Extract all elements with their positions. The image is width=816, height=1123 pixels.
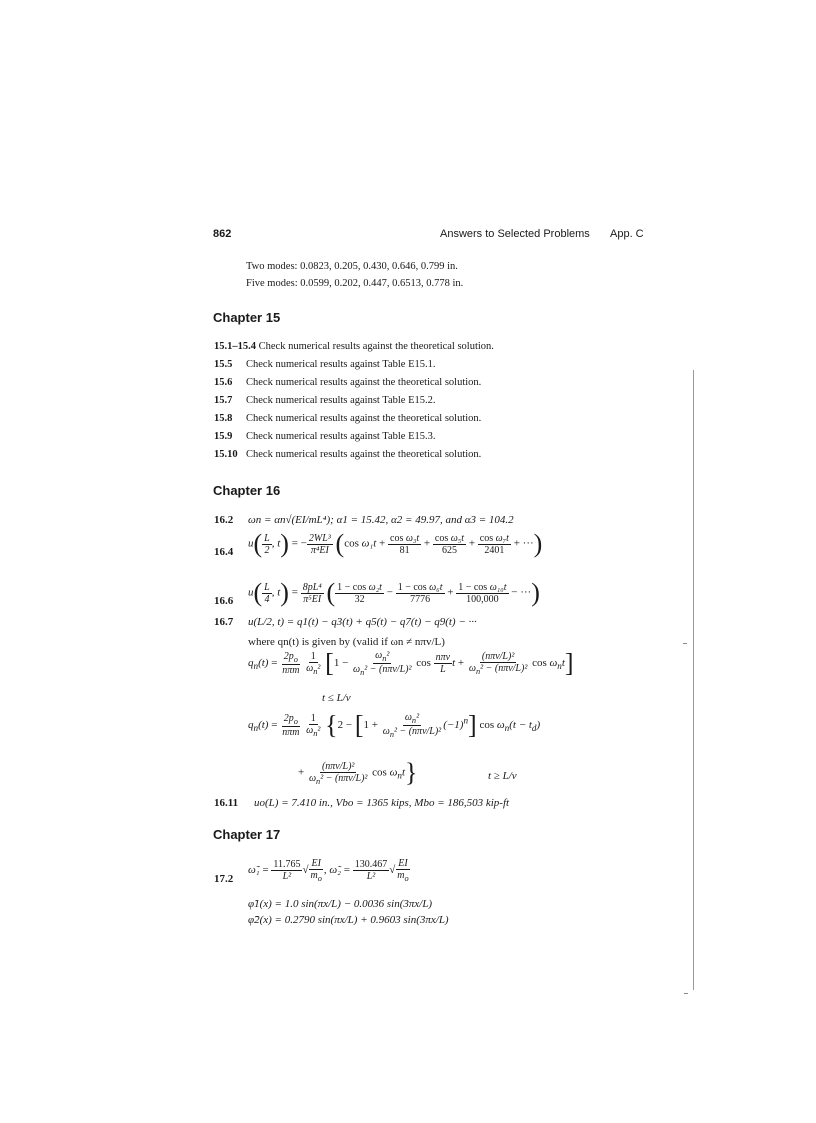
chapter-17-heading: Chapter 17 <box>213 827 281 842</box>
appendix-label: App. C <box>610 228 644 240</box>
answer-row <box>214 395 435 406</box>
problem-number: 16.4 <box>214 546 234 558</box>
five-modes-line: Five modes: 0.0599, 0.202, 0.447, 0.6513, 0.778 in. <box>246 278 464 289</box>
condition-after: t ≥ L/v <box>488 770 517 782</box>
chapter-15-heading: Chapter 15 <box>213 310 281 325</box>
answer-number: 15.10 <box>214 449 238 460</box>
equation-16-7: u(L/2, t) = q1(t) − q3(t) + q5(t) − q7(t) − q9(t) − ··· <box>248 616 477 628</box>
answer-text: Check numerical results against the theoretical solution. <box>246 377 482 388</box>
chapter-16-heading: Chapter 16 <box>213 483 281 498</box>
equation-17-2: ω̃₁ = $\frac{11.765}{\text{L²}}$ √ $\frac{EI}{m_o}$ , ω̃₂ = $\frac{130.467}{\text{L²}}$ √ $\frac{EI}{m_o}$ <box>248 858 409 883</box>
answer-row <box>214 449 481 460</box>
equation-qn-second: $q_n(t)$ = $\frac{2p_o}{\text{nπm}}$ $\frac{1}{\omega_n^2}$ {2 − [1 + $\frac{\omega_n^2}{\omega_n^2 - (n\pi v/L)^2}$ $(-1)^n$] $\cos \omega_n(t - t_d)$ <box>248 710 541 740</box>
answer-text: Check numerical results against Table E15.1. <box>246 359 436 370</box>
answer-number: 15.6 <box>214 377 233 388</box>
answer-number: 15.9 <box>214 431 233 442</box>
answer-number: 15.7 <box>214 395 233 406</box>
mode-shape-2: φ̃2(x) = 0.2790 sin(πx/L) + 0.9603 sin(3πx/L) <box>248 914 449 926</box>
answer-row <box>214 359 435 370</box>
margin-rule <box>693 370 694 990</box>
answer-row <box>214 413 481 424</box>
answer-text: Check numerical results against Table E15.3. <box>246 431 436 442</box>
equation-qn-continued: + $\frac{\text{(nπv/L)²}}{\omega_n^2 - (n\pi v/L)^2}$ $\cos \omega_nt$} <box>298 758 418 787</box>
answer-row <box>214 431 435 442</box>
answer-number: 15.1–15.4 <box>214 341 256 352</box>
problem-number: 16.11 <box>214 797 239 809</box>
answer-text: Check numerical results against the theoretical solution. <box>246 449 482 460</box>
answer-number: 15.5 <box>214 359 233 370</box>
scan-mark <box>683 643 687 644</box>
problem-number: 17.2 <box>214 873 234 885</box>
answer-text: Check numerical results against Table E15.2. <box>246 395 436 406</box>
equation-16-2: ωn = αn√(EI/mL⁴); α1 = 15.42, α2 = 49.97, and α3 = 104.2 <box>248 514 514 526</box>
running-title: Answers to Selected Problems <box>440 228 590 240</box>
answer-row <box>214 377 481 388</box>
two-modes-line: Two modes: 0.0823, 0.205, 0.430, 0.646, 0.799 in. <box>246 261 458 272</box>
equation-qn-first: $q_n(t)$ = $\frac{2p_o}{\text{nπm}}$ $\frac{1}{\omega_n^2}$ [1 − $\frac{\omega_n^2}{\omega_n^2 - (n\pi v/L)^2}$ cos $\frac{\text{nπv}}{L}$ t + $\frac{\text{(nπv/L)²}}{\omega_n^2 - (n\pi v/L)^2}$ $\cos \omega_nt$] <box>248 648 574 678</box>
equation-16-4: u( $\frac{L}{2}$ , t) = − $\frac{\text{2WL³}}{\text{π⁴EI}}$ (cos ω₁t + $\frac{\text{cos ω₃t}}{81}$ + $\frac{\text{cos ω₅t}}{625}$ + $\frac{\text{cos ω₇t}}{2401}$ + ···) <box>248 529 543 558</box>
equation-16-11: uo(L) = 7.410 in., Vbo = 1365 kips, Mbo = 186,503 kip-ft <box>254 797 510 809</box>
problem-number: 16.2 <box>214 514 234 526</box>
page-number: 862 <box>213 228 232 240</box>
problem-number: 16.6 <box>214 595 234 607</box>
answer-text: Check numerical results against the theoretical solution. <box>258 341 494 352</box>
equation-16-6: u( $\frac{L}{4}$ , t) = $\frac{\text{8pL⁴}}{\text{π⁵EI}}$ ( $\frac{\text{1 − cos ω₂t}}{32}$ − $\frac{\text{1 − cos ω₆t}}{7776}$ + $\frac{\text{1 − cos ω₁₀t}}{100,000}$ − ···) <box>248 578 540 607</box>
scan-mark <box>684 993 688 994</box>
condition-before: t ≤ L/v <box>322 692 351 704</box>
answer-row <box>214 341 494 352</box>
problem-number: 16.7 <box>214 616 234 628</box>
answer-number: 15.8 <box>214 413 233 424</box>
where-clause: where qn(t) is given by (valid if ωn ≠ nπv/L) <box>248 636 445 648</box>
answer-text: Check numerical results against the theoretical solution. <box>246 413 482 424</box>
mode-shape-1: φ̃1(x) = 1.0 sin(πx/L) − 0.0036 sin(3πx/L) <box>248 898 433 910</box>
